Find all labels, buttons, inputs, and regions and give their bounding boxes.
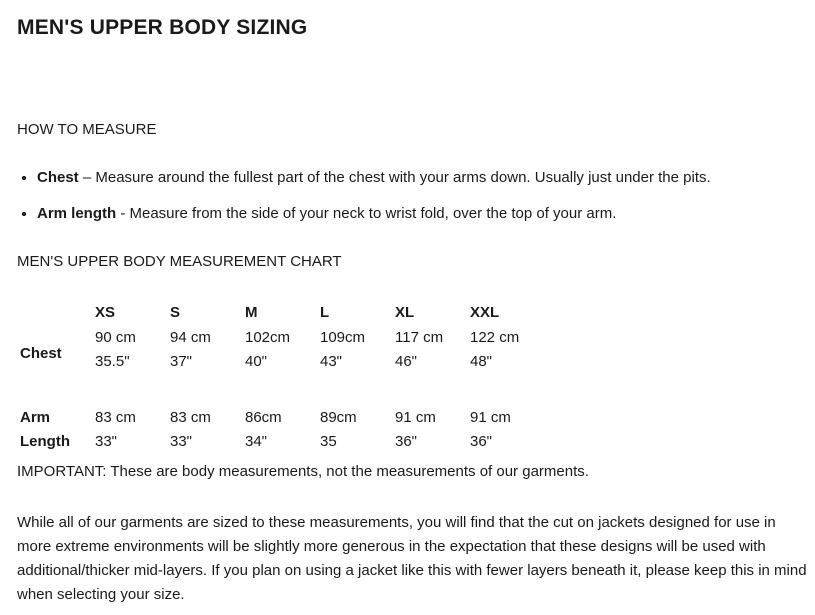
table-cell: [470, 406, 560, 454]
cell-cm: 102cm: [245, 329, 291, 346]
important-note: IMPORTANT: These are body measurements, not the measurements of our garments.: [17, 463, 589, 480]
table-cell: [245, 326, 320, 406]
cell-inch: 34": [245, 433, 268, 450]
cell-cm: 117 cm: [395, 329, 444, 346]
table-cell: [95, 326, 170, 406]
arm-length-description: - Measure from the side of your neck to wrist fold, over the top of your arm.: [116, 205, 617, 222]
cell-cm: 90 cm: [95, 329, 136, 346]
how-to-measure-heading: HOW TO MEASURE: [17, 121, 157, 138]
cell-cm: 89cm: [320, 409, 357, 426]
cell-inch: 46": [395, 353, 418, 370]
size-header-row: [17, 300, 560, 326]
cell-cm: 91 cm: [395, 409, 436, 426]
list-item: [37, 204, 711, 240]
cell-cm: 109cm: [320, 329, 366, 346]
size-header-l: L: [320, 304, 330, 321]
list-item: [37, 168, 711, 204]
cell-cm: 86cm: [245, 409, 282, 426]
cell-inch: 37": [170, 353, 193, 370]
size-header-xxl: XXL: [470, 304, 500, 321]
cell-cm: 94 cm: [170, 329, 211, 346]
cell-inch: 43": [320, 353, 343, 370]
cell-cm: 83 cm: [95, 409, 136, 426]
size-header-xl: XL: [395, 304, 415, 321]
size-header-xs: XS: [95, 304, 116, 321]
cell-inch: 35: [320, 433, 337, 450]
size-header-m: M: [245, 304, 258, 321]
chest-description: – Measure around the fullest part of the chest with your arms down. Usually just under the pits.: [78, 169, 711, 186]
cell-cm: 91 cm: [470, 409, 511, 426]
how-to-measure-list: [17, 168, 711, 240]
cell-cm: 122 cm: [470, 329, 520, 346]
table-cell: [95, 406, 170, 454]
table-cell: [170, 406, 245, 454]
table-cell: [395, 406, 470, 454]
chest-row: [17, 326, 560, 406]
cell-inch: 48": [470, 353, 493, 370]
measurement-chart-heading: MEN'S UPPER BODY MEASUREMENT CHART: [17, 253, 342, 270]
empty-header-cell: [17, 300, 95, 326]
chest-row-label: Chest: [20, 345, 62, 362]
arm-length-row-label: [17, 406, 95, 454]
cell-inch: 36": [395, 433, 418, 450]
cell-inch: 33": [95, 433, 118, 450]
arm-label-line1: Arm: [20, 409, 51, 426]
fit-explanation-paragraph: While all of our garments are sized to these measurements, you will find that the cut on jackets designed for use in more extreme environments will be slightly more generous in the expectation that these designs will be used with additional/thicker mid-layers. If you plan on using a jacket like this with fewer layers beneath it, please keep this in mind when selecting your size.: [17, 514, 807, 603]
arm-label-line2: Length: [20, 433, 70, 450]
cell-inch: 40": [245, 353, 268, 370]
size-header-s: S: [170, 304, 181, 321]
chest-term: Chest: [37, 169, 79, 186]
table-cell: [470, 326, 560, 406]
page-title: MEN'S UPPER BODY SIZING: [17, 16, 308, 39]
arm-length-term: Arm length: [37, 205, 117, 222]
arm-length-row: [17, 406, 560, 454]
cell-inch: 33": [170, 433, 193, 450]
cell-inch: 35.5": [95, 353, 130, 370]
cell-cm: 83 cm: [170, 409, 211, 426]
table-cell: [320, 406, 395, 454]
table-cell: [170, 326, 245, 406]
cell-inch: 36": [470, 433, 493, 450]
table-cell: [395, 326, 470, 406]
table-cell: [245, 406, 320, 454]
size-chart-table: [17, 300, 560, 454]
table-cell: [320, 326, 395, 406]
